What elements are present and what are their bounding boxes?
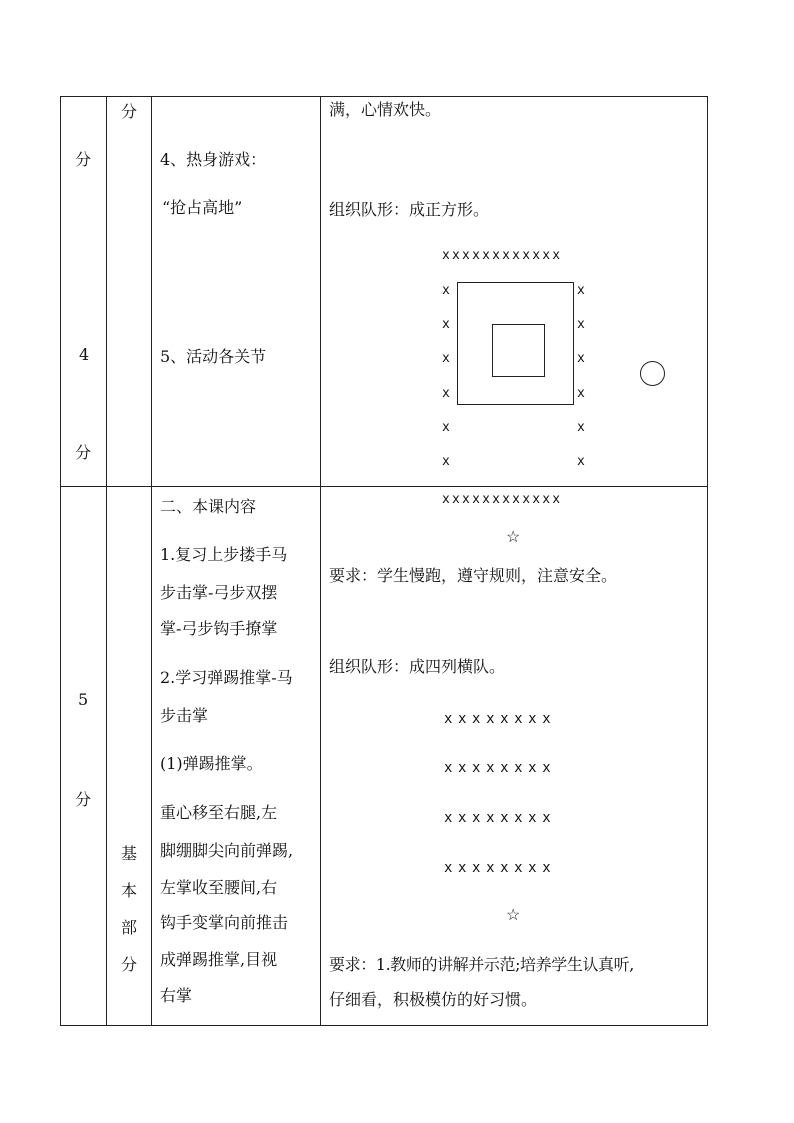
row2-content-line-2: 1.复习上步搂手马 (160, 545, 288, 564)
requirement-1: 要求：学生慢跑，遵守规则，注意安全。 (329, 566, 618, 585)
requirement-2-line-2: 仔细看，积极模仿的好习惯。 (329, 990, 538, 1009)
square-left-x-1: x (442, 283, 450, 298)
row1-time-unit-bottom: 分 (75, 443, 92, 462)
col-divider-2 (151, 96, 152, 1026)
row2-section-char-3: 部 (121, 918, 138, 937)
row1-time-unit-top: 分 (75, 150, 92, 169)
row2-content-line-9: 脚绷脚尖向前弹踢, (160, 841, 294, 860)
square-right-x-4: x (577, 386, 585, 401)
square-right-x-2: x (577, 317, 585, 332)
row1-org-continuation: 满，心情欢快。 (329, 100, 442, 119)
teacher-star-2: ☆ (506, 905, 521, 924)
row2-section-char-1: 基 (121, 844, 138, 863)
row2-time-number: 5 (78, 690, 89, 709)
square-left-x-3: x (442, 351, 450, 366)
teacher-star-1: ☆ (506, 527, 521, 546)
formation-row-4: xxxxxxxx (444, 860, 557, 876)
formation-row-2: xxxxxxxx (444, 760, 557, 776)
table-border-left (60, 96, 61, 1026)
col-divider-1 (106, 96, 107, 1026)
teacher-circle (640, 361, 665, 386)
row2-section-char-2: 本 (121, 881, 138, 900)
row2-content-line-7: (1)弹踢推掌。 (160, 754, 263, 773)
row2-content-line-12: 成弹踢推掌,目视 (160, 950, 278, 969)
table-border-bottom (60, 1025, 708, 1026)
row2-time-unit: 分 (75, 790, 92, 809)
col-divider-3 (320, 96, 321, 1026)
row2-content-line-10: 左掌收至腰间,右 (160, 878, 278, 897)
square-left-x-5: x (442, 420, 450, 435)
formation-row-1: xxxxxxxx (444, 711, 557, 727)
row1-content-warmup-game: 4、热身游戏： (160, 150, 267, 169)
row2-content-line-1: 二、本课内容 (160, 497, 257, 516)
square-right-x-1: x (577, 283, 585, 298)
square-right-x-5: x (577, 420, 585, 435)
row2-content-line-3: 步击掌-弓步双摆 (160, 583, 278, 602)
row2-content-line-11: 钩手变掌向前推击 (160, 913, 289, 932)
row1-content-joint-activity: 5、活动各关节 (160, 347, 267, 366)
row2-content-line-5: 2.学习弹踢推掌-马 (160, 668, 293, 687)
requirement-2-line-1: 要求：1.教师的讲解并示范;培养学生认真听, (329, 955, 634, 974)
table-border-mid (60, 486, 708, 487)
table-border-top (60, 96, 708, 97)
formation-row-3: xxxxxxxx (444, 810, 557, 826)
square-left-x-6: x (442, 454, 450, 469)
square-right-x-6: x (577, 454, 585, 469)
square-top-x-row: xxxxxxxxxxxx (442, 248, 563, 263)
row2-content-line-13: 右掌 (160, 986, 193, 1005)
row2-content-line-4: 掌-弓步钩手撩掌 (160, 619, 278, 638)
row1-section-char: 分 (121, 102, 138, 121)
row1-content-game-name: “抢占高地” (162, 198, 243, 217)
square-left-x-2: x (442, 317, 450, 332)
row2-content-line-6: 步击掌 (160, 706, 209, 725)
row2-content-line-8: 重心移至右腿,左 (160, 803, 278, 822)
square-right-x-3: x (577, 351, 585, 366)
inner-square (492, 324, 545, 377)
row2-section-char-4: 分 (121, 955, 138, 974)
formation-label-2: 组织队形：成四列横队。 (329, 657, 506, 676)
table-border-right (707, 96, 708, 1026)
row1-formation-label: 组织队形：成正方形。 (329, 200, 490, 219)
square-left-x-4: x (442, 386, 450, 401)
square-bottom-x-row: xxxxxxxxxxxx (442, 492, 563, 507)
row1-time-number: 4 (79, 345, 90, 364)
